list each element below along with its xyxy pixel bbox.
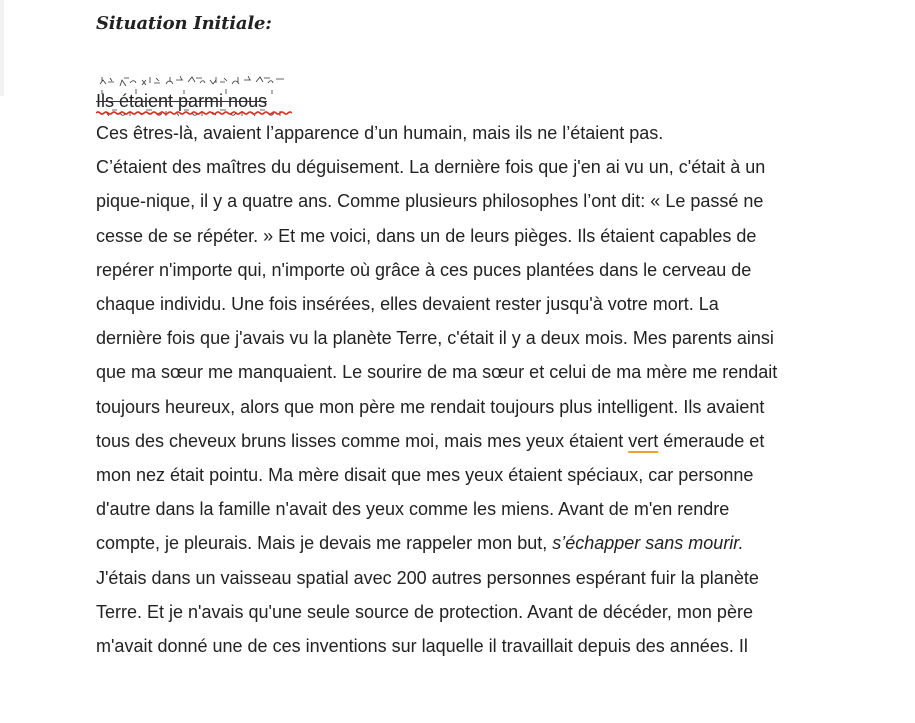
spellcheck-underline — [96, 111, 292, 115]
section-heading: Situation Initiale: — [96, 13, 272, 34]
grammar-flagged-word[interactable]: vert — [628, 430, 659, 451]
text-line: cesse de se répéter. » Et me voici, dans un de leurs pièges. Ils étaient capables de — [96, 225, 757, 246]
text-line: Terre. Et je n'avais qu'une seule source de protection. Avant de décéder, mon père — [96, 601, 753, 622]
text-line: J'étais dans un vaisseau spatial avec 200 autres personnes espérant fuir la planète — [96, 567, 759, 588]
text-line: chaque individu. Une fois insérées, elles devaient rester jusqu'à votre mort. La — [96, 294, 719, 315]
left-margin-strip — [0, 0, 4, 96]
italic-phrase: s’échapper sans mourir. — [552, 533, 744, 554]
document-body[interactable] — [96, 10, 866, 663]
text-line: toujours heureux, alors que mon père me rendait toujours plus intelligent. Ils avaient — [96, 396, 765, 417]
text-line: pique-nique, il y a quatre ans. Comme plusieurs philosophes l’ont dit: « Le passé ne — [96, 191, 764, 212]
text-line: mon nez était pointu. Ma mère disait que mes yeux étaient spéciaux, car personne — [96, 465, 754, 486]
text-segment: compte, je pleurais. Mais je devais me rappeler mon but, — [96, 533, 553, 554]
text-line: dernière fois que j'avais vu la planète Terre, c'était il y a deux mois. Mes parents ainsi — [96, 328, 774, 349]
text-line: que ma sœur me manquaient. Le sourire de ma sœur et celui de ma mère me rendait — [96, 362, 778, 383]
story-title-text: Ils étaient parmi nous — [96, 91, 268, 111]
text-line: m'avait donné une de ces inventions sur laquelle il travaillait depuis des années. Il — [96, 636, 748, 657]
text-line: repérer n'importe qui, n'importe où grâce à ces puces plantées dans le cerveau de — [96, 259, 752, 280]
text-line: Ces êtres-là, avaient l’apparence d’un humain, mais ils ne l’étaient pas. — [96, 123, 664, 143]
text-segment: tous des cheveux bruns lisses comme moi, mais mes yeux étaient — [96, 430, 629, 451]
text-line: d'autre dans la famille n'avait des yeux comme les miens. Avant de m'en rendre — [96, 499, 730, 520]
text-line-with-grammar-flag — [96, 424, 866, 458]
text-line-with-italic — [96, 526, 866, 560]
story-title[interactable] — [96, 78, 306, 116]
text-segment: émeraude et — [658, 430, 765, 451]
story-paragraph[interactable] — [96, 116, 866, 663]
text-line: C’étaient des maîtres du déguisement. La dernière fois que j'en ai vu un, c'était à un — [96, 157, 766, 178]
